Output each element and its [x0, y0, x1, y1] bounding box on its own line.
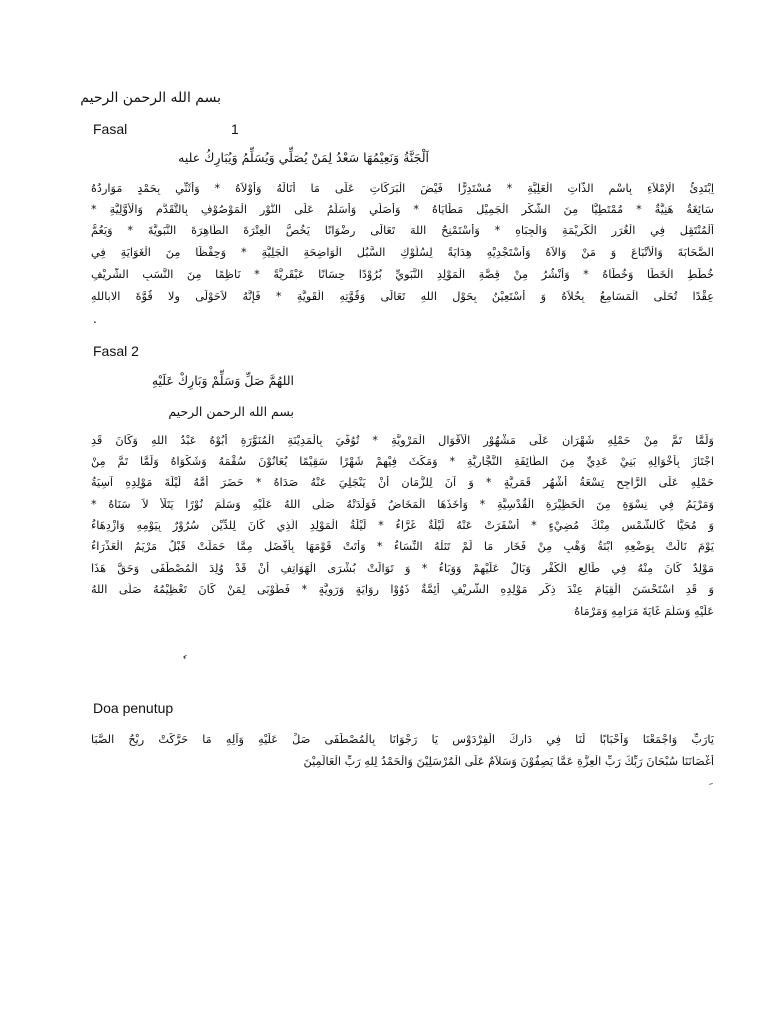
paragraph-line: حَمْلِهِ عَلَى الرَّاجِحِ تِسْعَةُ أَشْهُرٍ قَمَرِيَّةٍ * وَ آنَ لِلزَّمَانِ أَنْ يَنْجَلِيَ عَنْهُ صَدَاهُ * حَضَرَ أُمَّهُ لَيْلَةَ مَوْلِدِهِ آسِيَةُ — [91, 476, 714, 489]
paragraph-line: خُطَطِ الْخَطَا وَخُطَاهُ * وَأَنْشُرُ مِنْ قِصَّةِ الْمَوْلِدِ النَّبَوِيِّ بُرُوْدًا حِسَانًا عَبْقَرِيَّةً * نَاظِمًا مِنَ النَّسَبِ الشَّرِيْفِ — [91, 268, 714, 281]
paragraph-line: سَائِغَةٌ هَنِيَّةٌ * مُمْتَطِيًّا مِنَ الشُّكْرِ الْجَمِيْلِ مَطَايَاهُ * وَأُصَلِّي وَأُسَلِّمُ عَلَى النُّوْرِ الْمَوْصُوْفِ بِالتَّقَدُّمِ وَالْأَوَّلِيَّةِ * — [91, 203, 714, 216]
fasal2-basmala: بسم الله الرحمن الرحيم — [168, 404, 294, 419]
paragraph-line: مَوْلِدٌ كَانَ مِنْهُ فِي طَالِعِ الْكُفْرِ وَبَالٌ عَلَيْهِمْ وَوَبَاءُ * وَ تَوَالَتْ بُشْرَى الْهَوَاتِفِ أَنْ قَدْ وُلِدَ الْمُصْطَفَى وَحَقَّ هَذَا — [91, 562, 714, 575]
paragraph-line: وَلَمَّا تَمَّ مِنْ حَمْلِهِ شَهْرَانِ عَلَى مَشْهُوْرِ الْأَقْوَالِ الْمَرْوِيَّةِ * تُوُفِّيَ بِالْمَدِيْنَةِ الْمُنَوَّرَةِ أَبُوْهُ عَبْدُ اللهِ وَكَانَ قَدِ — [91, 434, 714, 447]
fasal1-number: 1 — [231, 121, 239, 137]
fasal2-label: Fasal 2 — [93, 343, 139, 359]
paragraph-line: وَ مُحَيًّا كَالشَّمْسِ مِنْكَ مُضِيْءٍ * أَسْفَرَتْ عَنْهُ لَيْلَةٌ غَرَّاءُ * لَيْلَةُ الْمَوْلِدِ الَّذِي كَانَ لِلدِّيْنِ سُرُوْرٌ بِيَوْمِهِ وَازْدِهَاءُ — [91, 519, 714, 532]
paragraph-line: عَلَيْهِ وَسَلَّمَ غَايَةَ مَرَامِهِ وَمَرْمَاهُ — [574, 605, 714, 618]
doa-label: Doa penutup — [93, 700, 174, 716]
paragraph-line: الصَّحَابَةَ وَالْأَتْبَاعَ وَ مَنْ وَالاَهُ وَأَسْتَجْدِيْهِ هِدَايَةً لِسُلُوْكِ السُّبُلِ الْوَاضِحَةِ الْجَلِيَّةِ * وَحِفْظًا مِنَ الْغَوَايَةِ فِي — [91, 246, 714, 259]
fasal1-title: اَلْجَنَّةُ وَنَعِيْمُهَا سَعْدُ لِمَنْ يُصَلِّي وَيُسَلِّمُ وَيُبَارِكُ عليه — [178, 150, 429, 165]
fasal1-label: Fasal — [93, 121, 128, 137]
paragraph-line: وَ قَدِ اسْتَحْسَنَ الْقِيَامَ عِنْدَ ذِكْرِ مَوْلِدِهِ الشَّرِيْفِ أَئِمَّةٌ ذَوُوْا رِوَايَةٍ وَرَوِيَّةٍ * فَطُوْبَى لِمَنْ كَانَ تَعْظِيْمُهُ صَلَّى اللهُ — [91, 583, 714, 596]
paragraph-line: اجْتَازَ بِأَخْوَالِهِ بَنِيْ عَدِيِّ مِنَ الطَّائِفَةِ النَّجَّارِيَّةِ * وَمَكَثَ فِيْهِمْ شَهْرًا سَقِيْمًا يُعَانُوْنَ سُقْمَهُ وَشَكْوَاهُ وَلَمَّا تَمَّ مِنْ — [91, 455, 714, 468]
paragraph-line: اَلْمُنْتَقِلِ فِي الْغُرَرِ الْكَرِيْمَةِ وَالْجِبَاهِ * وَأَسْتَمْنِحُ اللهَ تَعَالَى رِضْوَانًا يَخُصُّ الْعِتْرَةَ الطَّاهِرَةَ النَّبَوِيَّةَ * وَيَعُمُّ — [91, 224, 714, 237]
paragraph-line: أَغْصَانَنَا سُبْحَانَ رَبِّكَ رَبِّ الْعِزَّةِ عَمَّا يَصِفُوْنَ وَسَلاَمٌ عَلَى الْمُرْسَلِيْنَ وَالْحَمْدُ لِلهِ رَبِّ الْعَالَمِيْنَ — [303, 755, 714, 768]
paragraph-line: عِقْدًا تُحَلَّى الْمَسَامِعُ بِحُلاَهُ وَ أَسْتَعِيْنُ بِحَوْلِ اللهِ تَعَالَى وَقُوَّتِهِ الْقَوِيَّةِ * فَإِنَّهُ لاَحَوْلَى ولا قُوَّةَ الاباللهِ — [91, 290, 714, 303]
fasal1-end-mark: . — [93, 312, 97, 326]
paragraph-line: يَوْمَ نَالَتْ بِوَضْعِهِ ابْنَةُ وَهْبٍ مِنْ فَخَارٍ مَا لَمْ تَنَلْهُ النِّسَاءُ * وَأَتَتْ قَوْمَهَا بِأَفْضَلِ مِمَّا حَمَلَتْ قَبْلُ مَرْيَمُ الْعَذْرَاءُ — [91, 540, 714, 553]
paragraph-line: اِبْتَدِئُ الْإِمْلاَءِ بِاسْمِ الذَّاتِ الْعَلِيَّةِ * مُسْتَدِرًّا فَيْضَ الْبَرَكَاتِ عَلَى مَا أَنَالَهُ وَأَوْلاَهُ * وَأُثَنِّي بِحَمْدٍ مَوَارِدُهُ — [91, 182, 714, 195]
fasal2-salawat: اللهُمَّ صَلِّ وَسَلِّمْ وَبَارِكْ عَلَيْهِ — [151, 373, 294, 388]
paragraph-line: يَارَبِّ وَاجْمَعْنَا وَأَحْبَابًا لَنَا فِي دَارِكَ الْفِرْدَوْسِ يَا رَجْوَانَا بِالْمُصْطَفَى صَلِّ عَلَيْهِ وَآلِهِ مَا حَرَّكَتْ رِيْحُ الصَّبَا — [91, 733, 714, 746]
paragraph-line: وَمَرْيَمُ فِي نِسْوَةٍ مِنَ الْحَظِيْرَةِ الْقُدْسِيَّةِ * وَأَخَذَهَا الْمَخَاضُ فَوَلَدَتْهُ صَلَّى اللهُ عَلَيْهِ وَسَلَّمَ نُوْرًا يَتَلَأْ لاَ سَنَاهُ * — [91, 498, 714, 511]
basmala-top: بسم الله الرحمن الرحيم — [80, 90, 221, 106]
